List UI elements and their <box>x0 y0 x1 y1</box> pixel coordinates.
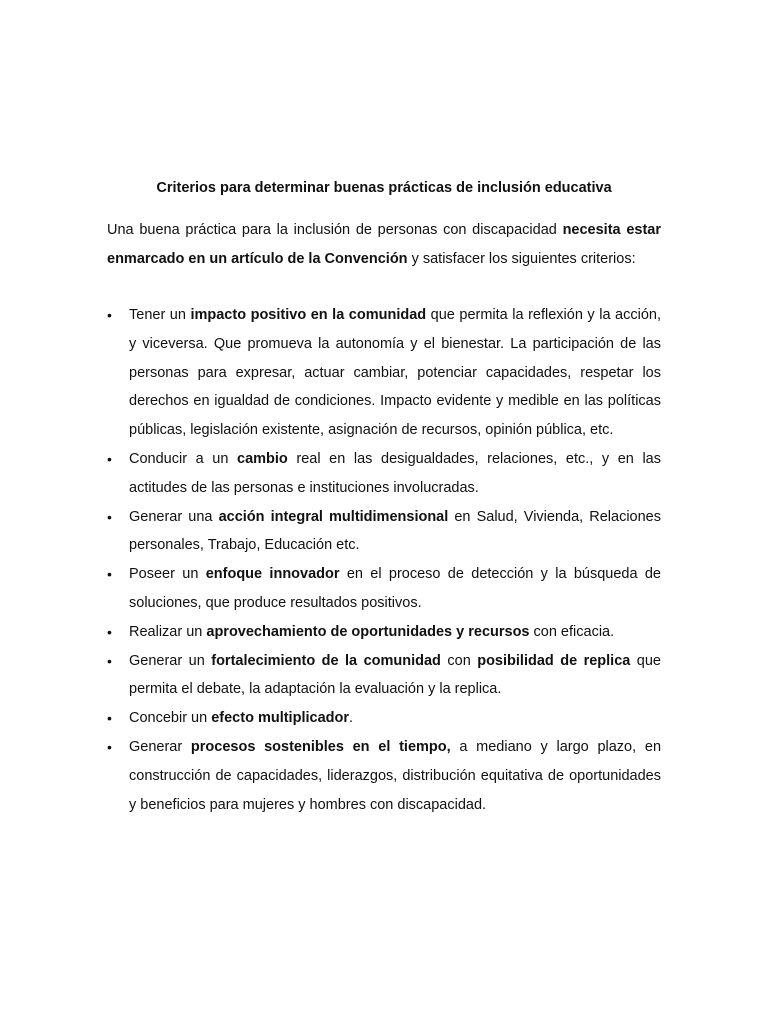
criteria-text: en el proceso de detección y la búsqueda de soluciones, que produce resultados positivos. <box>129 566 661 611</box>
criteria-text: con eficacia. <box>529 623 615 640</box>
bullet-icon: • <box>107 710 112 727</box>
criteria-text: Generar un <box>129 652 212 669</box>
criteria-bold-text: aprovechamiento de oportunidades y recursos <box>206 623 530 640</box>
bullet-icon: • <box>107 307 112 323</box>
criteria-bold-text: procesos sostenibles en el tiempo, <box>190 738 451 755</box>
criteria-text: Poseer un <box>129 566 206 583</box>
criteria-text: Conducir a un <box>129 450 238 467</box>
criteria-text: Generar <box>129 738 191 755</box>
criteria-bold-text: acción integral multidimensional <box>218 508 449 525</box>
bullet-icon: • <box>107 450 112 467</box>
criteria-bold-text: posibilidad de replica <box>477 652 631 669</box>
criteria-item-impacto <box>107 301 661 445</box>
criteria-text: real en las desigualdades, relaciones, etc., y en las actitudes de las personas e instituciones involucradas. <box>129 450 661 496</box>
bullet-icon: • <box>107 738 112 755</box>
criteria-text: . <box>349 710 354 727</box>
criteria-bold-text: fortalecimiento de la comunidad <box>211 652 441 669</box>
criteria-item-cambio <box>107 445 661 503</box>
document-title: Criterios para determinar buenas prácticas de inclusión educativa <box>156 180 612 196</box>
criteria-text: Generar una <box>129 508 219 525</box>
bullet-icon: • <box>107 508 112 525</box>
criteria-text: que permita la reflexión y la acción, y viceversa. Que promueva la autonomía y el bienestar. La participación de las personas para expresar, actuar cambiar, potenciar capacidades, respetar los derechos en igualdad de condiciones. Impacto evidente y medible en las políticas públicas, legislación existente, asignación de recursos, opinión pública, etc. <box>129 307 661 439</box>
criteria-bold-text: efecto multiplicador <box>211 710 349 727</box>
criteria-text: a mediano y largo plazo, en construcción de capacidades, liderazgos, distribución equitativa de oportunidades y beneficios para mujeres y hombres con discapacidad. <box>129 738 662 813</box>
criteria-item-fortalecimiento <box>107 647 661 705</box>
bullet-icon: • <box>107 652 112 669</box>
criteria-item-aprovechamiento <box>107 618 661 647</box>
criteria-text: Tener un <box>129 307 191 323</box>
criteria-item-enfoque-innovador <box>107 560 661 618</box>
criteria-item-accion-integral <box>107 503 661 561</box>
criteria-bold-text: cambio <box>237 450 288 467</box>
criteria-bold-text: impacto positivo en la comunidad <box>190 307 427 323</box>
bullet-icon: • <box>107 566 112 583</box>
criteria-item-efecto-multiplicador <box>107 704 661 733</box>
intro-bold-text: necesita estar enmarcado en un artículo de la Convención <box>107 222 661 267</box>
criteria-text: con <box>440 652 478 669</box>
criteria-bold-text: enfoque innovador <box>205 566 340 583</box>
bullet-icon: • <box>107 623 112 640</box>
criteria-text: Concebir un <box>129 710 212 727</box>
criteria-text: en Salud, Vivienda, Relaciones personales, Trabajo, Educación etc. <box>129 508 661 554</box>
criteria-text: que permita el debate, la adaptación la evaluación y la replica. <box>129 652 661 698</box>
criteria-text: Realizar un <box>129 623 207 640</box>
intro-text: Una buena práctica para la inclusión de personas con discapacidad <box>107 222 563 238</box>
criteria-list <box>107 301 661 819</box>
intro-text: y satisfacer los siguientes criterios: <box>407 250 636 267</box>
criteria-item-procesos-sostenibles <box>107 733 661 819</box>
intro-paragraph <box>107 216 661 273</box>
